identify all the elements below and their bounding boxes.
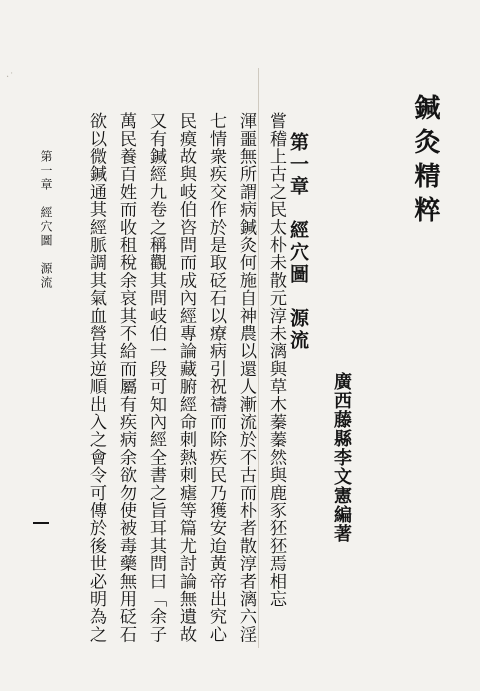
author-line: 廣西藤縣李文憲編著 [331, 372, 352, 543]
scan-speck: ·˙ [6, 72, 15, 83]
body-column-7: 欲以微鍼通其經脈調其氣血營其逆順出入之會令可傳於後世必明為之 [86, 112, 106, 643]
chapter-heading: 第一章 經穴圖 源流 [287, 132, 309, 352]
body-column-6: 萬民養百姓而收租稅余哀其不給而屬有疾病余欲勿使被毒藥無用砭石 [116, 112, 136, 643]
page-number [33, 522, 49, 524]
running-header: 第一章 經穴圖 源流 [39, 150, 53, 290]
body-column-2: 渾噩無所謂病鍼灸何施自神農以還人漸流於不古而朴者散淳者漓六淫 [236, 112, 256, 643]
body-column-4: 民瘼故與岐伯咨問而成內經專論藏腑經命刺熱刺瘧等篇尤討論無遺故 [176, 112, 196, 643]
body-column-5: 又有鍼經九卷之稱觀其問岐伯一段可知內經全書之旨耳其問曰「余子 [146, 112, 166, 643]
book-title: 鍼灸精粹 [410, 94, 440, 230]
body-column-1: 嘗稽上古之民太朴未散元淳未漓與草木蓁蓁然與鹿豕狉狉焉相忘 [266, 112, 286, 608]
body-column-3: 七情衆疾交作於是取砭石以療病引祝禱而除疾民乃獲安迨黃帝出究心 [206, 112, 226, 643]
